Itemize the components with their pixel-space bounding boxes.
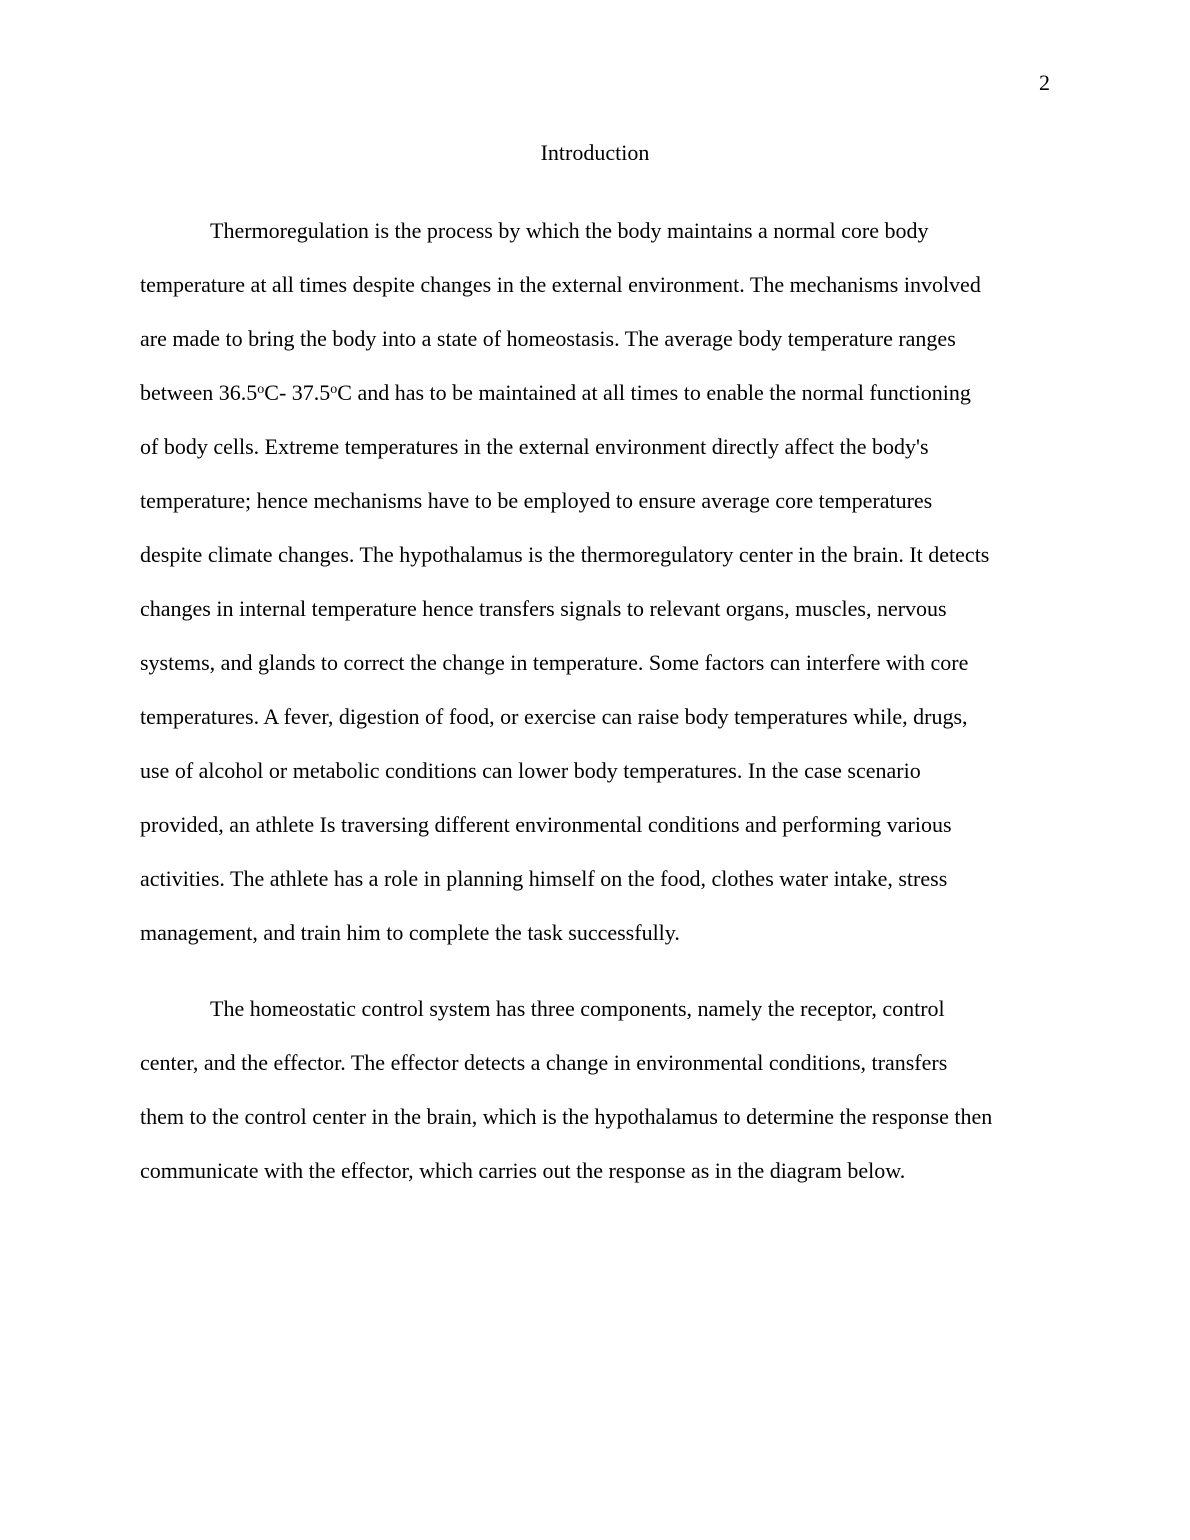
- body-text: [140, 204, 1050, 1220]
- text-line: management, and train him to complete the task successfully.: [140, 920, 680, 945]
- text-line: use of alcohol or metabolic conditions can lower body temperatures. In the case scenario: [140, 758, 921, 783]
- text-line: temperature; hence mechanisms have to be employed to ensure average core temperatures: [140, 488, 933, 513]
- paragraph-homeostatic-control: [140, 982, 1050, 1198]
- text-line: provided, an athlete Is traversing different environmental conditions and performing various: [140, 812, 952, 837]
- text-line: them to the control center in the brain, which is the hypothalamus to determine the response then: [140, 1104, 993, 1129]
- text-line: of body cells. Extreme temperatures in the external environment directly affect the body's: [140, 434, 929, 459]
- page-number: 2: [1039, 70, 1050, 95]
- text-line: changes in internal temperature hence transfers signals to relevant organs, muscles, nervous: [140, 596, 947, 621]
- text-line: temperatures. A fever, digestion of food, or exercise can raise body temperatures while, drugs,: [140, 704, 968, 729]
- text-line: temperature at all times despite changes in the external environment. The mechanisms involved: [140, 272, 981, 297]
- text-line: are made to bring the body into a state of homeostasis. The average body temperature ranges: [140, 326, 956, 351]
- text-line: center, and the effector. The effector detects a change in environmental conditions, transfers: [140, 1050, 948, 1075]
- text-line: communicate with the effector, which carries out the response as in the diagram below.: [140, 1158, 906, 1183]
- text-line: The homeostatic control system has three components, namely the receptor, control: [210, 996, 945, 1021]
- text-line: despite climate changes. The hypothalamus is the thermoregulatory center in the brain. It detects: [140, 542, 990, 567]
- degree-superscript: o: [330, 382, 338, 397]
- degree-superscript: o: [257, 382, 265, 397]
- paragraph-thermoregulation: [140, 204, 1050, 960]
- text-line: Thermoregulation is the process by which the body maintains a normal core body: [210, 218, 929, 243]
- text-line: activities. The athlete has a role in planning himself on the food, clothes water intake, stress: [140, 866, 948, 891]
- text-line-temperature-range: [140, 366, 1050, 420]
- text-line: systems, and glands to correct the change in temperature. Some factors can interfere with core: [140, 650, 969, 675]
- text-segment: between 36.5: [140, 380, 258, 405]
- text-segment: C- 37.5: [264, 380, 331, 405]
- section-heading: Introduction: [540, 140, 650, 165]
- text-segment: C and has to be maintained at all times to enable the normal functioning: [337, 380, 971, 405]
